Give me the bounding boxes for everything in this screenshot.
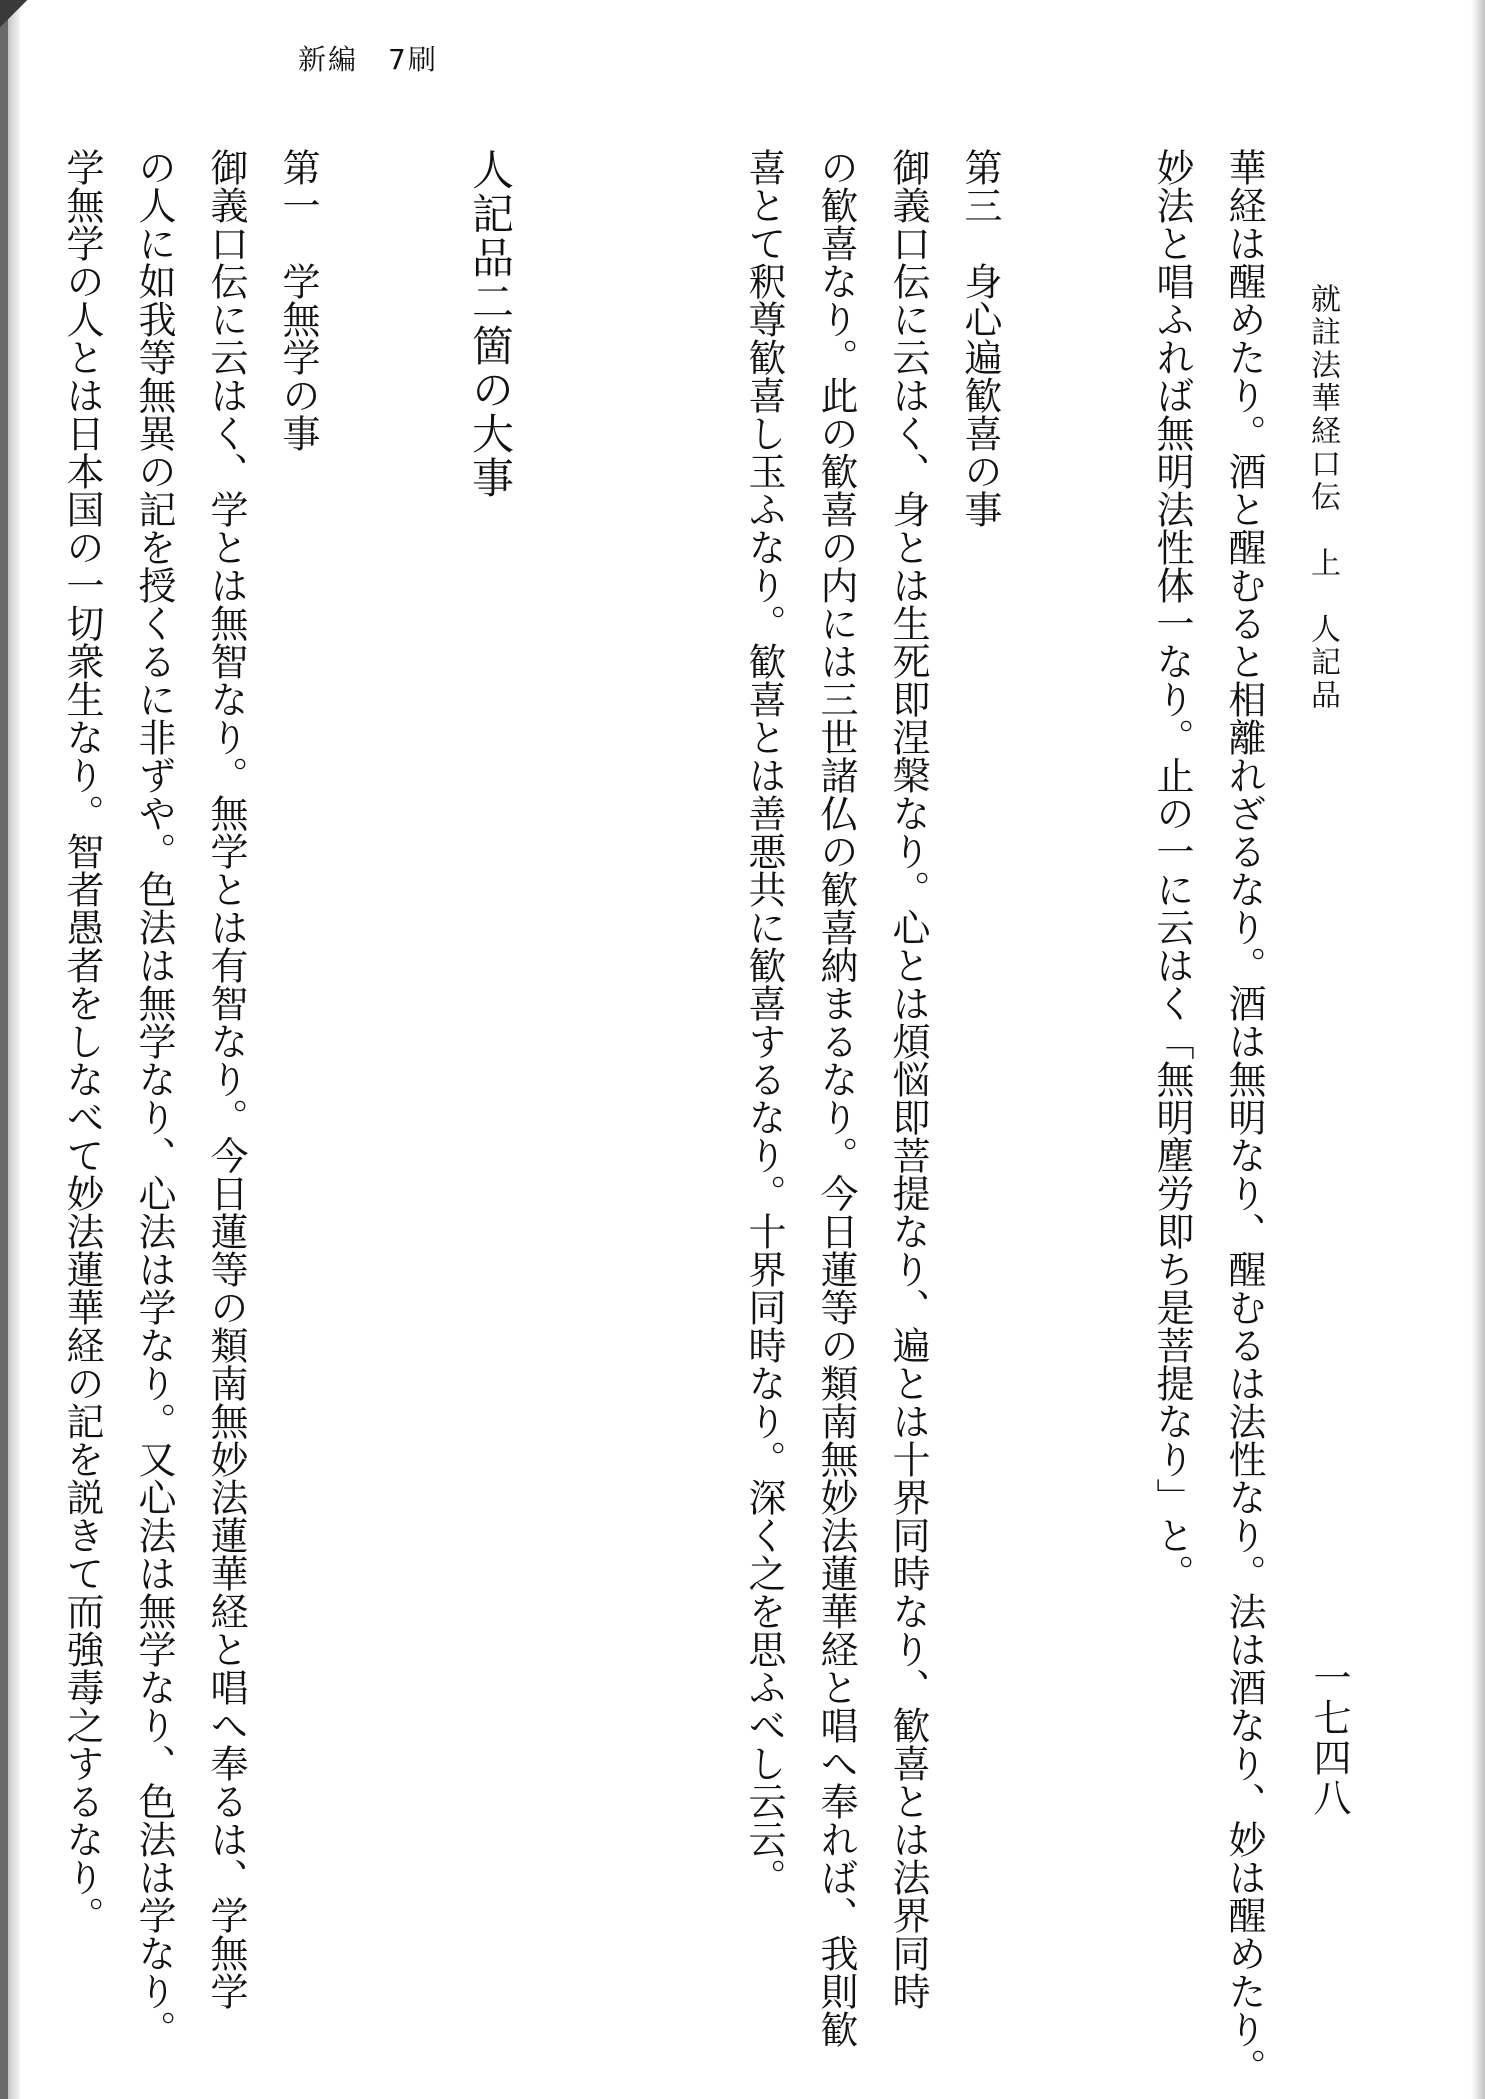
blank-line [656,148,728,1988]
running-head: 就註法華経口伝 上 人記品 [1305,283,1340,712]
edition-stamp: 新編 7刷 [298,43,438,76]
text-line: の人に如我等無異の記を授くるに非ずや。色法は無学なり、心法は学なり。又心法は無学なり、色法は学なり。 [132,148,176,2048]
text-line: 御義口伝に云はく、学とは無智なり。無学とは有智なり。今日蓮等の類南無妙法蓮華経と唱へ奉るは、学無学 [204,148,248,2010]
section-heading: 第一 学無学の事 [276,148,320,452]
text-line: 華経は醒めたり。酒と醒むると相離れざるなり。酒は無明なり、醒むるは法性なり。法は酒なり、妙は醒めたり。 [1222,148,1266,2086]
section-heading: 第三 身心遍歓喜の事 [958,148,1002,528]
section-heading [0,148,46,1988]
text-line: 学無学の人とは日本国の一切衆生なり。智者愚者をしなべて妙法蓮華経の記を説きて而強毒之するなり。 [60,148,104,1934]
vertical-text-block [60,148,1280,2086]
chapter-title: 人記品二箇の大事 [466,148,515,500]
text-line: 妙法と唱ふれば無明法性体一なり。止の一に云はく「無明塵労即ち是菩提なり」と。 [1150,148,1194,1592]
text-line: 御義口伝に云はく、身とは生死即涅槃なり。心とは煩悩即菩提なり、遍とは十界同時なり、歓喜とは法界同時 [886,148,930,2010]
text-line: の歓喜なり。此の歓喜の内には三世諸仏の歓喜納まるなり。今日蓮等の類南無妙法蓮華経と唱へ奉れば、我則歓 [814,148,858,2048]
page-number: 一七四八 [1307,1658,1351,1818]
text-line: 喜とて釈尊歓喜し玉ふなり。歓喜とは善悪共に歓喜するなり。十界同時なり。深く之を思ふべし云云。 [742,148,786,1896]
scan-corner [0,0,30,30]
scan-edge-right [1471,0,1485,2099]
